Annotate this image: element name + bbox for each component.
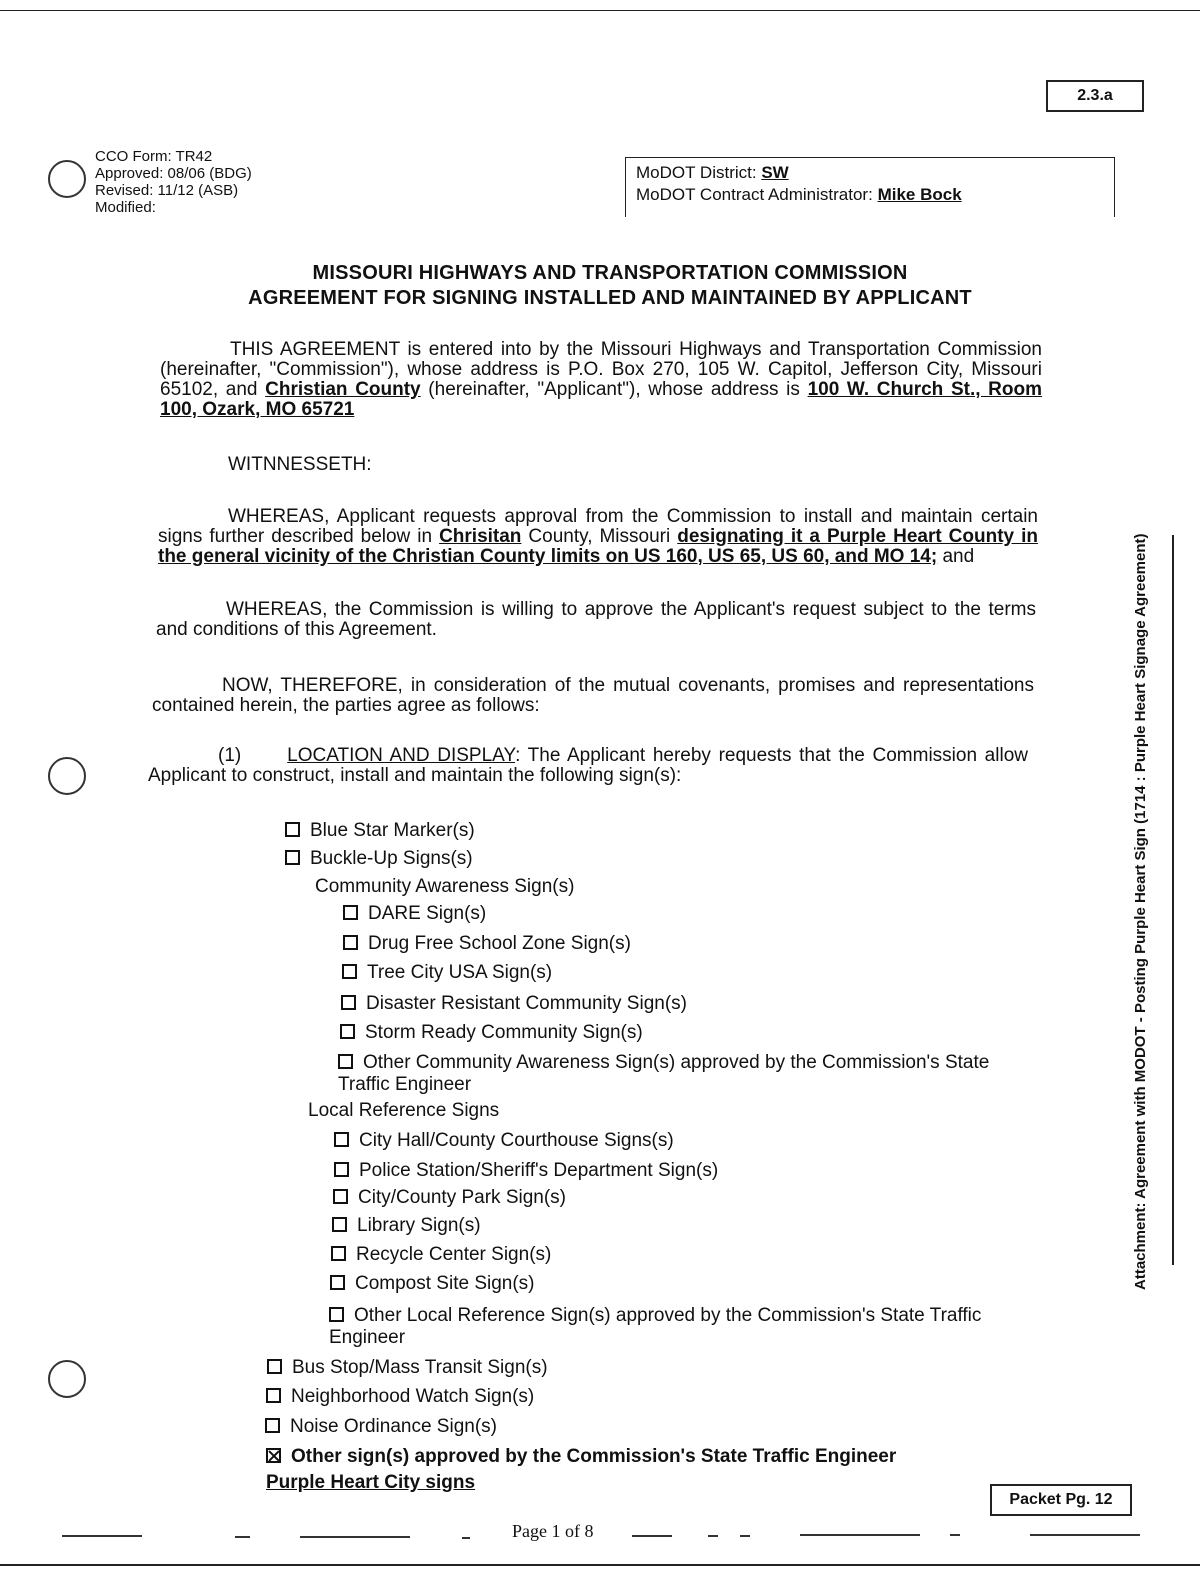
whereas-1-text: WHEREAS, Applicant requests approval from the Commission to install and maintain certain signs further described below in <box>158 506 1038 547</box>
page-title-line1: MISSOURI HIGHWAYS AND TRANSPORTATION COMMISSION <box>312 262 908 284</box>
checkbox[interactable] <box>332 1217 347 1232</box>
community-awareness-heading: Community Awareness Sign(s) <box>315 876 575 897</box>
local-reference-heading: Local Reference Signs <box>308 1100 500 1121</box>
checkbox[interactable] <box>343 935 358 950</box>
form-info <box>95 148 252 216</box>
sign-option-label: Recycle Center Sign(s) <box>356 1244 552 1265</box>
checkbox[interactable] <box>285 822 300 837</box>
section-heading: LOCATION AND DISPLAY <box>287 745 516 766</box>
form-modified: Modified: <box>95 199 156 216</box>
whereas-1-text-2: County, Missouri <box>521 526 678 547</box>
checkbox-checked[interactable] <box>266 1448 281 1463</box>
sign-option-disaster[interactable] <box>341 993 687 1015</box>
intro-text: THIS AGREEMENT is entered into by the Missouri Highways and Transportation Commission (hereinafter, "Commission"), whose address is P.O. Box 270, 105 W. Capitol, Jefferson City, Missouri 65102, and <box>160 339 1042 400</box>
sign-option-buckle-up[interactable] <box>285 848 473 870</box>
other-sign-value: Purple Heart City signs <box>266 1472 476 1493</box>
form-approved: Approved: 08/06 (BDG) <box>95 165 252 182</box>
sign-option-other-community[interactable] <box>338 1052 1028 1096</box>
now-therefore-text: NOW, THEREFORE, in consideration of the mutual covenants, promises and representations contained herein, the parties agree as follows: <box>152 675 1034 716</box>
sign-option-label: Other Local Reference Sign(s) approved by the Commission's State Traffic Engineer <box>329 1305 982 1348</box>
intro-paragraph <box>160 340 1042 420</box>
admin-label: MoDOT Contract Administrator: <box>636 185 873 204</box>
section-1 <box>148 746 1028 786</box>
punch-hole-icon <box>48 160 86 198</box>
intro-text-2: (hereinafter, "Applicant"), whose address is <box>420 379 808 400</box>
sign-option-label: Drug Free School Zone Sign(s) <box>368 933 631 954</box>
checkbox[interactable] <box>338 1054 353 1069</box>
section-number: (1) <box>218 745 242 766</box>
sign-option-drug-free[interactable] <box>343 933 631 955</box>
footer-dash <box>740 1535 750 1537</box>
sign-option-other[interactable] <box>266 1446 896 1468</box>
whereas-1-text-3: and <box>937 546 975 567</box>
section-text: : The Applicant hereby requests that the Commission allow Applicant to construct, install and maintain the following sign(s): <box>148 745 1028 786</box>
checkbox[interactable] <box>266 1388 281 1403</box>
sign-option-label: Bus Stop/Mass Transit Sign(s) <box>292 1357 548 1378</box>
sign-option-label: Other sign(s) approved by the Commission's State Traffic Engineer <box>291 1446 897 1467</box>
footer-dash <box>62 1535 142 1537</box>
sign-option-label: Library Sign(s) <box>357 1215 481 1236</box>
sign-option-label: Neighborhood Watch Sign(s) <box>291 1386 535 1407</box>
checkbox[interactable] <box>343 905 358 920</box>
sign-option-label: DARE Sign(s) <box>368 903 487 924</box>
sign-option-compost[interactable] <box>330 1273 535 1295</box>
footer-dash <box>300 1536 410 1538</box>
sign-option-label: Blue Star Marker(s) <box>310 820 475 841</box>
district-box <box>625 157 1115 217</box>
sign-option-label: Noise Ordinance Sign(s) <box>290 1416 497 1437</box>
top-rule <box>0 10 1200 11</box>
footer-dash <box>462 1537 470 1539</box>
sign-option-dare[interactable] <box>343 903 486 925</box>
punch-hole-icon <box>48 757 86 795</box>
applicant-address: 100 W. Church St., Room 100, Ozark, MO 65721 <box>160 379 1043 420</box>
whereas-2-text: WHEREAS, the Commission is willing to approve the Applicant's request subject to the terms and conditions of this Agreement. <box>156 599 1036 640</box>
checkbox[interactable] <box>340 1024 355 1039</box>
sign-option-storm[interactable] <box>340 1022 643 1044</box>
sign-option-library[interactable] <box>332 1215 481 1237</box>
applicant-name: Christian County <box>265 379 421 400</box>
checkbox[interactable] <box>334 1162 349 1177</box>
sign-option-recycle[interactable] <box>331 1244 551 1266</box>
sign-option-park[interactable] <box>333 1187 566 1209</box>
now-therefore <box>152 676 1034 716</box>
form-number: CCO Form: TR42 <box>95 148 213 165</box>
sign-option-police[interactable] <box>334 1160 718 1182</box>
page-number: Page 1 of 8 <box>512 1521 594 1541</box>
sign-option-label: Buckle-Up Signs(s) <box>310 848 473 869</box>
checkbox[interactable] <box>265 1418 280 1433</box>
sign-option-label: Disaster Resistant Community Sign(s) <box>366 993 687 1014</box>
sign-option-tree-city[interactable] <box>342 962 552 984</box>
purpose-text: designating it a Purple Heart County in the general vicinity of the Christian County limits on US 160, US 65, US 60, and MO 14; <box>158 526 1038 567</box>
footer-dash <box>235 1536 250 1538</box>
agenda-tag: 2.3.a <box>1046 80 1144 112</box>
form-revised: Revised: 11/12 (ASB) <box>95 182 239 199</box>
sign-option-noise[interactable] <box>265 1416 497 1438</box>
checkbox[interactable] <box>329 1307 344 1322</box>
district-value: SW <box>761 163 789 182</box>
bottom-rule <box>0 1564 1200 1566</box>
sign-option-label: Other Community Awareness Sign(s) approved by the Commission's State Traffic Engineer <box>338 1052 990 1095</box>
checkbox[interactable] <box>342 964 357 979</box>
side-attachment-label: Attachment: Agreement with MODOT - Posting Purple Heart Sign (1714 : Purple Heart Signage Agreement) <box>1132 533 1149 1290</box>
sign-option-city-hall[interactable] <box>334 1130 674 1152</box>
admin-value: Mike Bock <box>877 185 962 204</box>
footer-dash <box>708 1535 718 1537</box>
sign-option-bus-stop[interactable] <box>267 1357 548 1379</box>
footer-dash <box>632 1535 672 1537</box>
sign-option-label: City Hall/County Courthouse Signs(s) <box>359 1130 674 1151</box>
checkbox[interactable] <box>334 1132 349 1147</box>
sign-option-label: Tree City USA Sign(s) <box>367 962 553 983</box>
sign-option-other-local[interactable] <box>329 1305 1019 1349</box>
checkbox[interactable] <box>341 995 356 1010</box>
witnesseth: WITNNESSETH: <box>228 454 372 475</box>
checkbox[interactable] <box>333 1189 348 1204</box>
whereas-2 <box>156 600 1036 640</box>
footer-dash <box>1030 1534 1140 1536</box>
district-label: MoDOT District: <box>636 163 757 182</box>
packet-page-label: Packet Pg. 12 <box>990 1484 1132 1516</box>
sign-option-label: Police Station/Sheriff's Department Sign(s) <box>359 1160 719 1181</box>
checkbox[interactable] <box>285 850 300 865</box>
county-name: Chrisitan <box>439 526 522 547</box>
checkbox[interactable] <box>330 1275 345 1290</box>
sign-option-label: City/County Park Sign(s) <box>358 1187 567 1208</box>
checkbox[interactable] <box>331 1246 346 1261</box>
page-title-line2: AGREEMENT FOR SIGNING INSTALLED AND MAINTAINED BY APPLICANT <box>248 287 972 309</box>
sign-option-label: Compost Site Sign(s) <box>355 1273 535 1294</box>
footer-dash <box>950 1534 960 1536</box>
punch-hole-icon <box>48 1360 86 1398</box>
footer-dash <box>800 1534 920 1536</box>
sign-option-neighborhood[interactable] <box>266 1386 534 1408</box>
sign-option-label: Storm Ready Community Sign(s) <box>365 1022 643 1043</box>
sign-option-blue-star[interactable] <box>285 820 475 842</box>
margin-rule <box>1172 535 1174 1265</box>
checkbox[interactable] <box>267 1359 282 1374</box>
whereas-1 <box>158 507 1038 567</box>
